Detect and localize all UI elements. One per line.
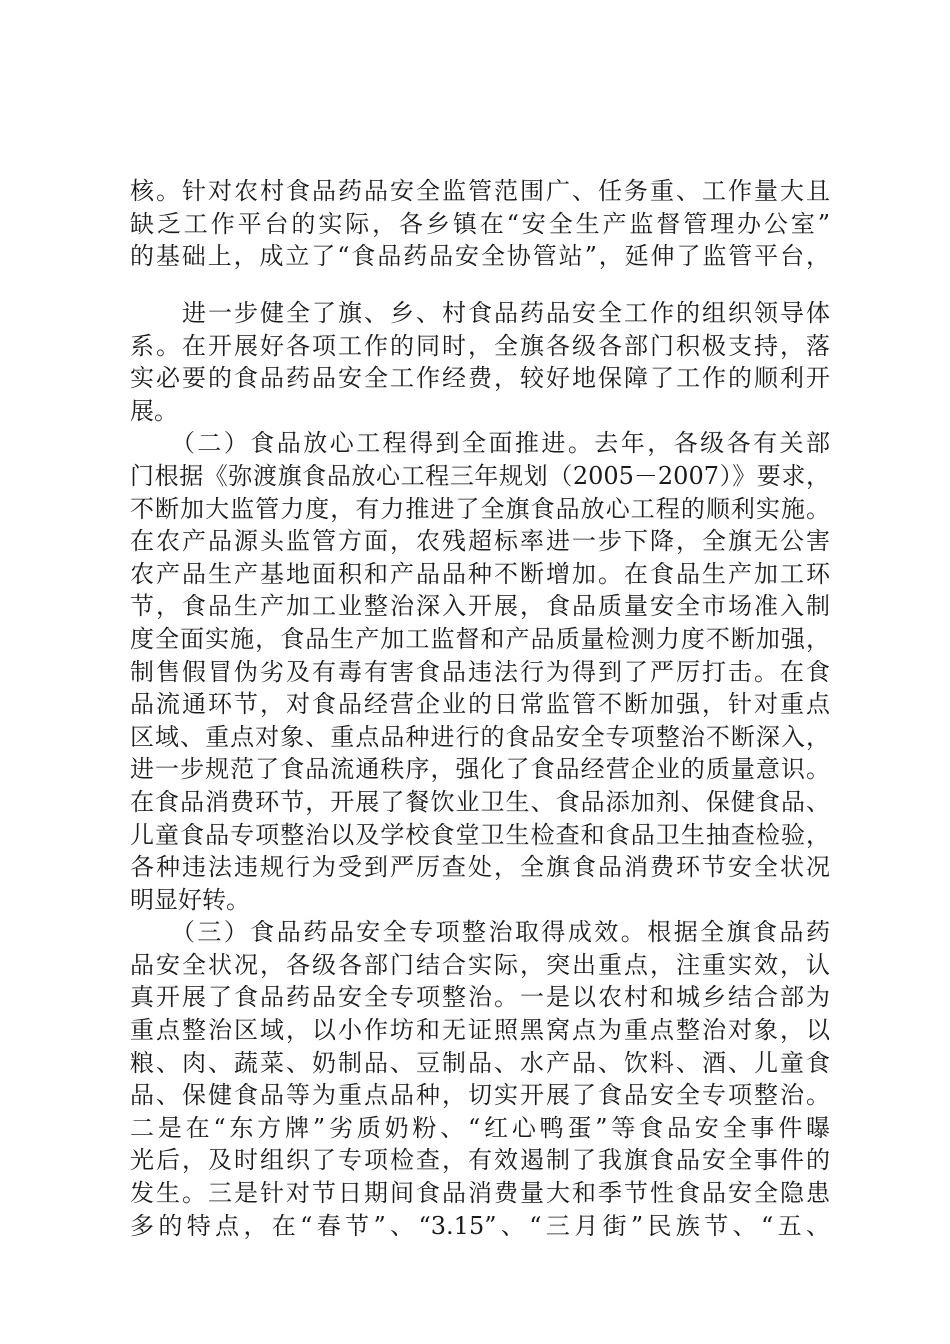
text-line: 区域、重点对象、重点品种进行的食品安全专项整治不断深入，: [130, 722, 830, 751]
text-line: 粮、肉、蔬菜、奶制品、豆制品、水产品、饮料、酒、儿童食: [130, 1048, 830, 1077]
text-line: 品安全状况，各级各部门结合实际，突出重点，注重实效，认: [130, 950, 830, 979]
text-line: 二是在“东方牌”劣质奶粉、“红心鸭蛋”等食品安全事件曝: [130, 1113, 830, 1142]
text-line: 各种违法违规行为受到严厉查处，全旗食品消费环节安全状况: [130, 853, 830, 882]
text-line: 儿童食品专项整治以及学校食堂卫生检查和食品卫生抽查检验，: [130, 820, 830, 849]
text-line: 品流通环节，对食品经营企业的日常监管不断加强，针对重点: [130, 690, 830, 719]
text-line: 品、保健食品等为重点品种，切实开展了食品安全专项整治。: [130, 1081, 830, 1110]
text-line: 门根据《弥渡旗食品放心工程三年规划（2005－2007）》要求，: [130, 461, 830, 490]
text-line: 发生。三是针对节日期间食品消费量大和季节性食品安全隐患: [130, 1179, 830, 1208]
text-body: [130, 297, 830, 1242]
text-line: 系。在开展好各项工作的同时，全旗各级各部门积极支持，落: [130, 331, 830, 360]
text-line: （三）食品药品安全专项整治取得成效。根据全旗食品药: [130, 918, 830, 947]
text-line: 明显好转。: [130, 885, 250, 914]
text-line: 度全面实施，食品生产加工监督和产品质量检测力度不断加强，: [130, 624, 830, 653]
text-line: 实必要的食品药品安全工作经费，较好地保障了工作的顺利开: [130, 364, 830, 393]
text-line: 核。针对农村食品药品安全监管范围广、任务重、工作量大且: [130, 177, 830, 205]
text-line: 进一步健全了旗、乡、村食品药品安全工作的组织领导体: [130, 299, 830, 327]
text-line: 在农产品源头监管方面，农残超标率进一步下降，全旗无公害: [130, 527, 830, 556]
text-line: 进一步规范了食品流通秩序，强化了食品经营企业的质量意识。: [130, 755, 830, 784]
text-fragment-top: [130, 175, 830, 273]
text-line: （二）食品放心工程得到全面推进。去年，各级各有关部: [130, 429, 830, 458]
text-line: 重点整治区域，以小作坊和无证照黑窝点为重点整治对象，以: [130, 1016, 830, 1045]
text-line: 制售假冒伪劣及有毒有害食品违法行为得到了严厉打击。在食: [130, 657, 830, 686]
text-line: 缺乏工作平台的实际，各乡镇在“安全生产监督管理办公室”: [130, 209, 830, 238]
text-line: 光后，及时组织了专项检查，有效遏制了我旗食品安全事件的: [130, 1146, 830, 1175]
text-line: 的基础上，成立了“食品药品安全协管站”，延伸了监管平台，: [130, 242, 830, 271]
text-line: 在食品消费环节，开展了餐饮业卫生、食品添加剂、保健食品、: [130, 787, 830, 816]
text-line: 不断加大监管力度，有力推进了全旗食品放心工程的顺利实施。: [130, 494, 830, 523]
text-line: 展。: [130, 396, 178, 425]
text-line: 多的特点，在“春节”、“3.15”、“三月街”民族节、“五、: [130, 1211, 830, 1240]
text-line: 农产品生产基地面积和产品品种不断增加。在食品生产加工环: [130, 559, 830, 588]
text-line: 真开展了食品药品安全专项整治。一是以农村和城乡结合部为: [130, 983, 830, 1012]
text-line: 节，食品生产加工业整治深入开展，食品质量安全市场准入制: [130, 592, 830, 621]
